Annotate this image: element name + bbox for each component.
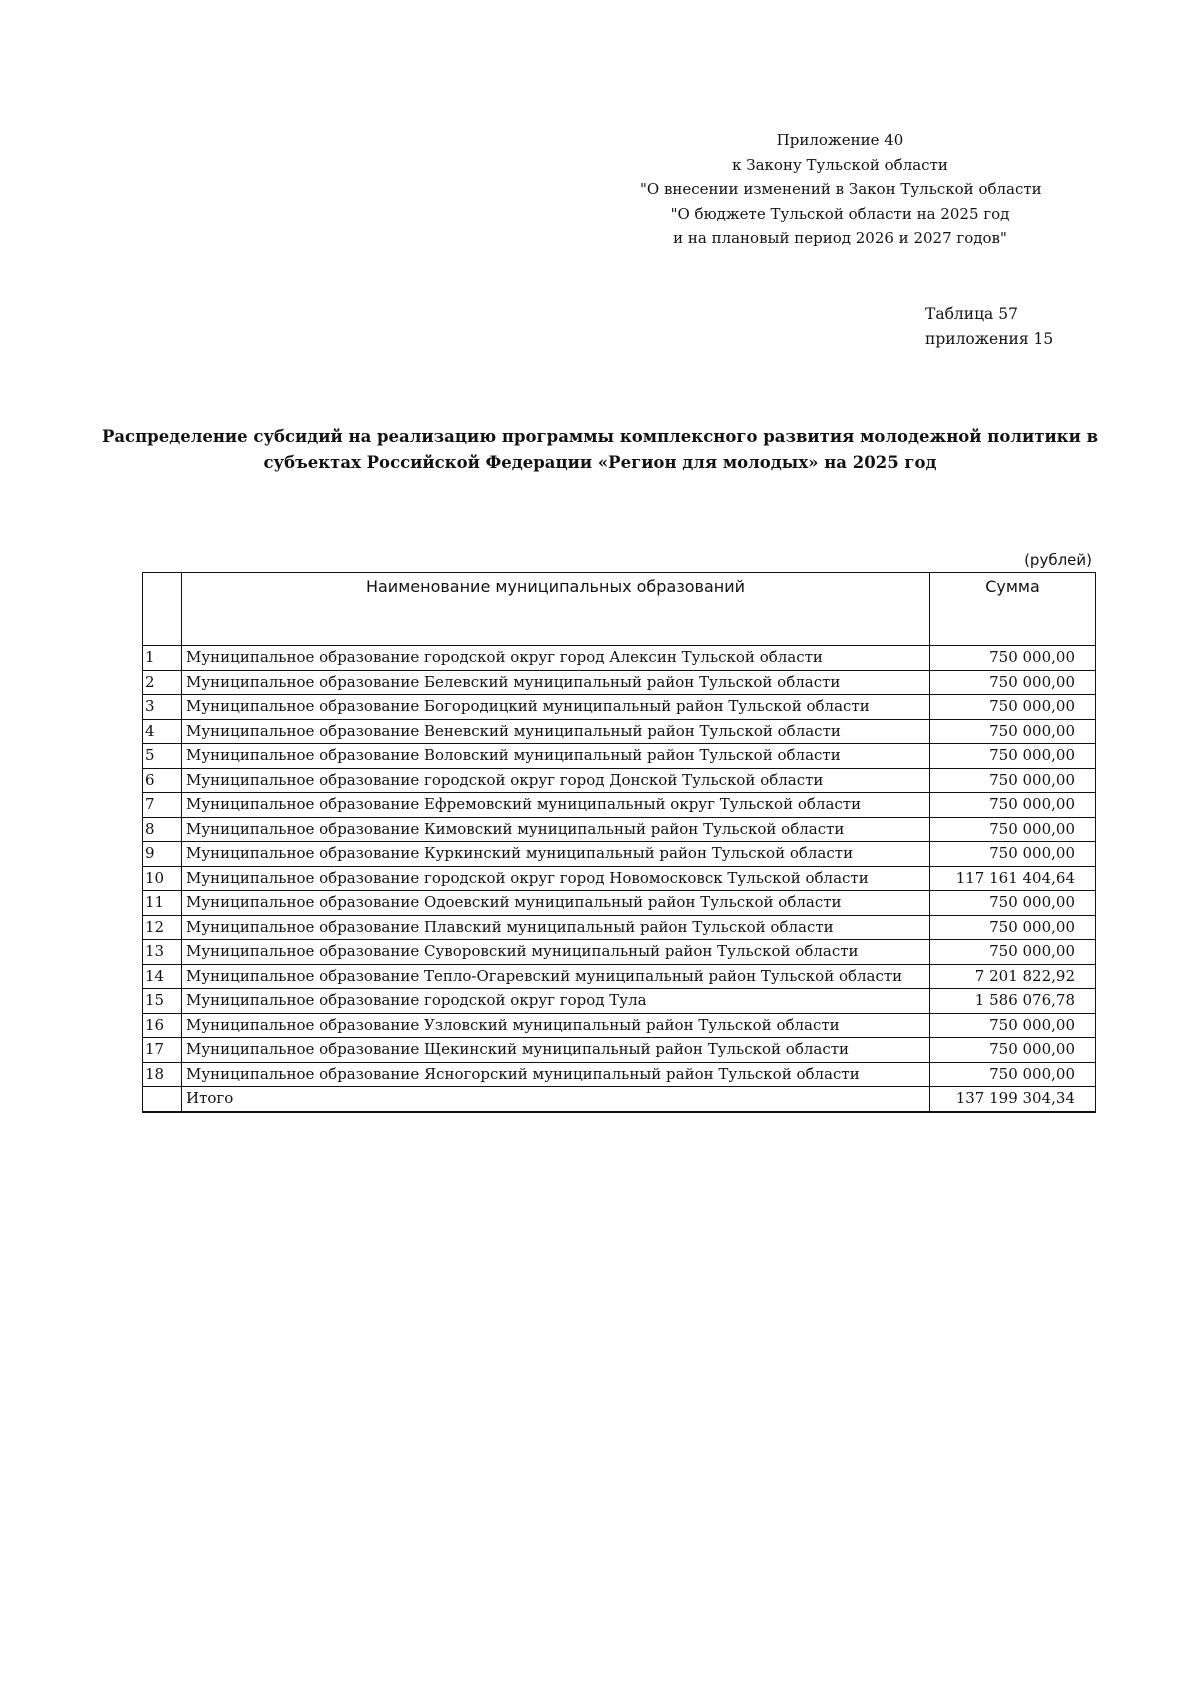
table-row xyxy=(143,1013,1096,1038)
table-row xyxy=(143,793,1096,818)
row-sum: 7 201 822,92 xyxy=(930,964,1096,989)
row-sum: 750 000,00 xyxy=(930,1038,1096,1063)
row-sum: 750 000,00 xyxy=(930,817,1096,842)
row-name: Муниципальное образование Суворовский муниципальный район Тульской области xyxy=(182,940,930,965)
table-row xyxy=(143,1062,1096,1087)
table-row xyxy=(143,768,1096,793)
row-number: 2 xyxy=(143,670,182,695)
table-row xyxy=(143,891,1096,916)
table-row xyxy=(143,940,1096,965)
table-row xyxy=(143,646,1096,671)
row-name: Муниципальное образование городской округ город Алексин Тульской области xyxy=(182,646,930,671)
units-note: (рублей) xyxy=(1024,551,1092,569)
row-sum: 1 586 076,78 xyxy=(930,989,1096,1014)
row-number: 6 xyxy=(143,768,182,793)
row-sum: 750 000,00 xyxy=(930,1062,1096,1087)
row-sum: 750 000,00 xyxy=(930,670,1096,695)
table-row xyxy=(143,915,1096,940)
document-title-line: субъектах Российской Федерации «Регион для молодых» на 2025 год xyxy=(263,453,937,472)
table-row xyxy=(143,817,1096,842)
table-row xyxy=(143,670,1096,695)
row-number: 16 xyxy=(143,1013,182,1038)
table-row xyxy=(143,695,1096,720)
row-name: Муниципальное образование Плавский муниципальный район Тульской области xyxy=(182,915,930,940)
row-name: Муниципальное образование Кимовский муниципальный район Тульской области xyxy=(182,817,930,842)
table-row xyxy=(143,744,1096,769)
appendix-header-line: "О бюджете Тульской области на 2025 год xyxy=(670,204,1010,223)
table-header-row xyxy=(143,573,1096,646)
total-label: Итого xyxy=(182,1087,930,1112)
row-name: Муниципальное образование Узловский муниципальный район Тульской области xyxy=(182,1013,930,1038)
row-sum: 117 161 404,64 xyxy=(930,866,1096,891)
row-name: Муниципальное образование Ясногорский муниципальный район Тульской области xyxy=(182,1062,930,1087)
row-sum: 750 000,00 xyxy=(930,646,1096,671)
row-number: 11 xyxy=(143,891,182,916)
table-reference xyxy=(925,302,1085,352)
table-row xyxy=(143,866,1096,891)
row-sum: 750 000,00 xyxy=(930,940,1096,965)
appendix-header-line: "О внесении изменений в Закон Тульской области xyxy=(640,180,1042,198)
table-reference-line: Таблица 57 xyxy=(925,305,1018,323)
row-name: Муниципальное образование Богородицкий муниципальный район Тульской области xyxy=(182,695,930,720)
row-name: Муниципальное образование городской округ город Тула xyxy=(182,989,930,1014)
table-row xyxy=(143,1038,1096,1063)
row-name: Муниципальное образование Ефремовский муниципальный округ Тульской области xyxy=(182,793,930,818)
row-number: 7 xyxy=(143,793,182,818)
table-row xyxy=(143,842,1096,867)
row-number: 5 xyxy=(143,744,182,769)
row-number: 3 xyxy=(143,695,182,720)
table-row xyxy=(143,964,1096,989)
row-number: 4 xyxy=(143,719,182,744)
total-row xyxy=(143,1087,1096,1112)
row-number: 15 xyxy=(143,989,182,1014)
row-sum: 750 000,00 xyxy=(930,915,1096,940)
row-name: Муниципальное образование Воловский муниципальный район Тульской области xyxy=(182,744,930,769)
row-sum: 750 000,00 xyxy=(930,744,1096,769)
row-name: Муниципальное образование Куркинский муниципальный район Тульской области xyxy=(182,842,930,867)
header-name: Наименование муниципальных образований xyxy=(182,573,930,646)
table-row xyxy=(143,719,1096,744)
row-number: 1 xyxy=(143,646,182,671)
row-name: Муниципальное образование городской округ город Новомосковск Тульской области xyxy=(182,866,930,891)
row-number: 8 xyxy=(143,817,182,842)
row-number: 17 xyxy=(143,1038,182,1063)
appendix-header-line: Приложение 40 xyxy=(776,131,904,149)
row-sum: 750 000,00 xyxy=(930,1013,1096,1038)
row-number: 9 xyxy=(143,842,182,867)
row-number: 10 xyxy=(143,866,182,891)
appendix-header-line: и на плановый период 2026 и 2027 годов" xyxy=(673,229,1007,247)
row-sum: 750 000,00 xyxy=(930,891,1096,916)
row-name: Муниципальное образование Веневский муниципальный район Тульской области xyxy=(182,719,930,744)
row-sum: 750 000,00 xyxy=(930,768,1096,793)
document-title xyxy=(100,424,1100,476)
row-sum: 750 000,00 xyxy=(930,842,1096,867)
total-number xyxy=(143,1087,182,1112)
row-name: Муниципальное образование Тепло-Огаревский муниципальный район Тульской области xyxy=(182,964,930,989)
appendix-header xyxy=(640,128,1040,251)
subsidy-table xyxy=(142,572,1096,1113)
row-sum: 750 000,00 xyxy=(930,719,1096,744)
row-number: 14 xyxy=(143,964,182,989)
row-sum: 750 000,00 xyxy=(930,695,1096,720)
row-name: Муниципальное образование Одоевский муниципальный район Тульской области xyxy=(182,891,930,916)
table-row xyxy=(143,989,1096,1014)
row-sum: 750 000,00 xyxy=(930,793,1096,818)
total-sum: 137 199 304,34 xyxy=(930,1087,1096,1112)
row-name: Муниципальное образование Щекинский муниципальный район Тульской области xyxy=(182,1038,930,1063)
table-body xyxy=(143,646,1096,1112)
header-number xyxy=(143,573,182,646)
row-name: Муниципальное образование Белевский муниципальный район Тульской области xyxy=(182,670,930,695)
row-number: 18 xyxy=(143,1062,182,1087)
header-sum: Сумма xyxy=(930,573,1096,646)
appendix-header-line: к Закону Тульской области xyxy=(732,155,948,174)
row-name: Муниципальное образование городской округ город Донской Тульской области xyxy=(182,768,930,793)
row-number: 13 xyxy=(143,940,182,965)
document-title-line: Распределение субсидий на реализацию программы комплексного развития молодежной политики в xyxy=(101,427,1099,446)
table-reference-line: приложения 15 xyxy=(925,330,1054,348)
row-number: 12 xyxy=(143,915,182,940)
